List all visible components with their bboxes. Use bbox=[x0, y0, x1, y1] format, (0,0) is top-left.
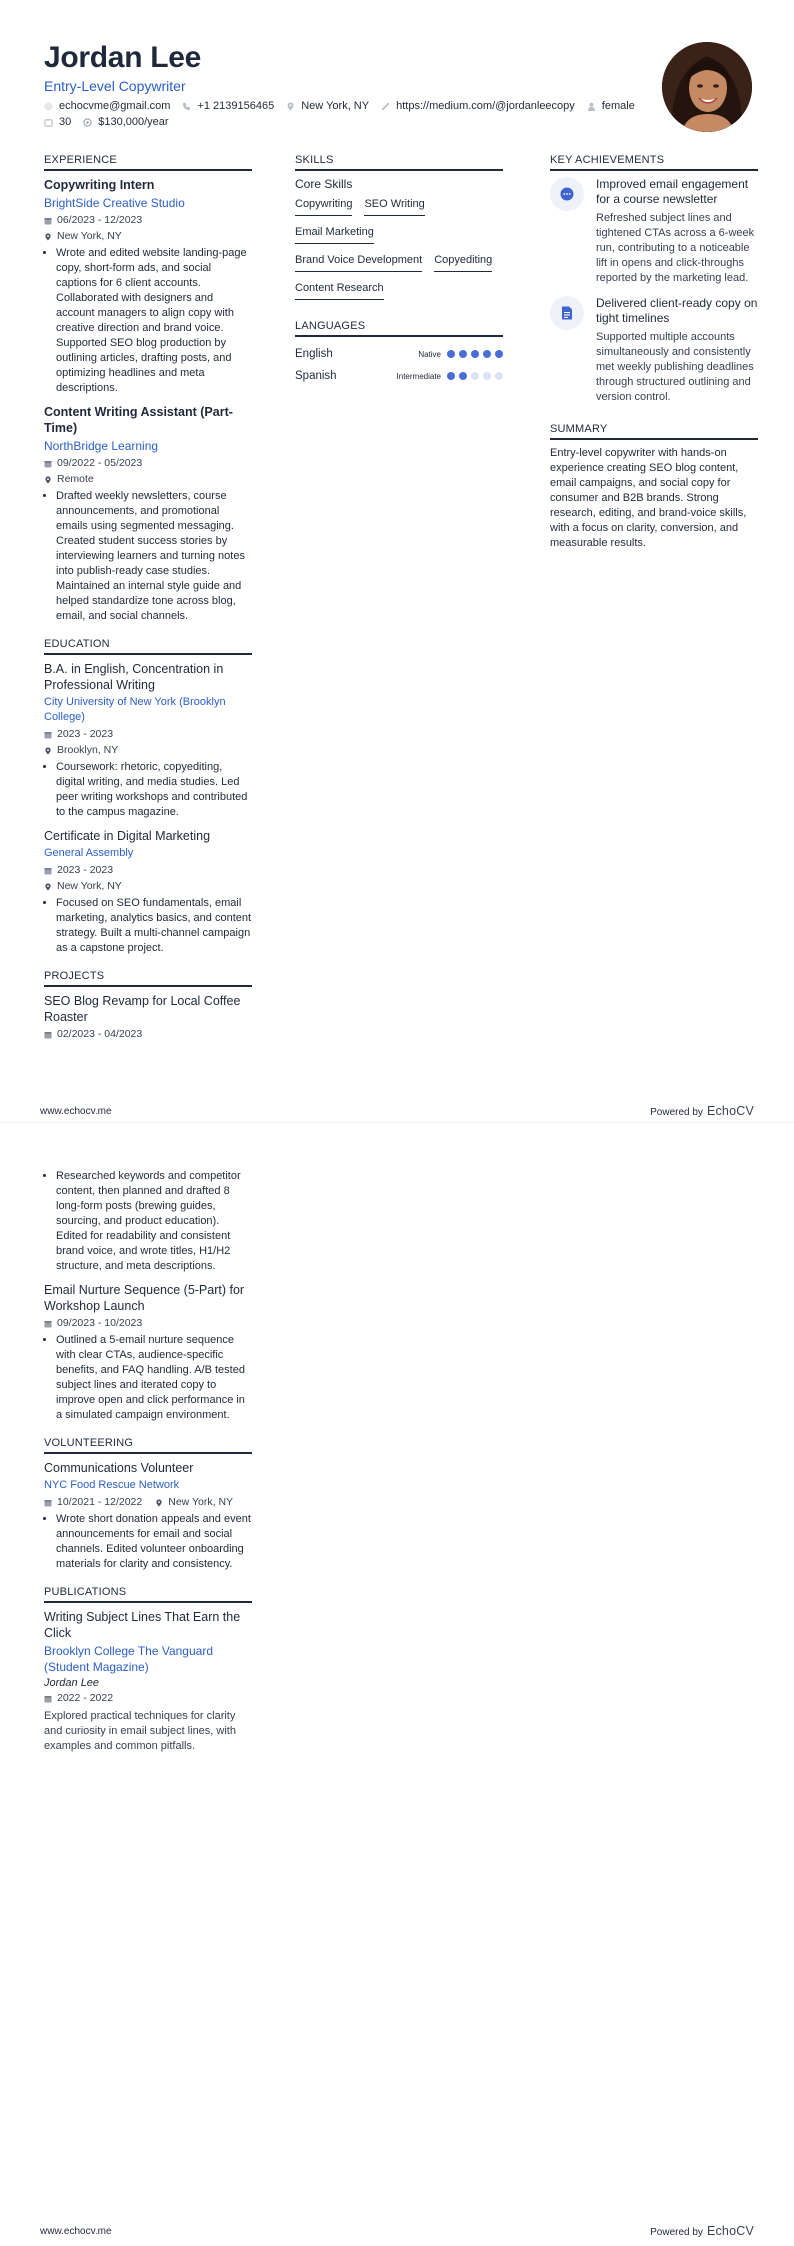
publication-publisher: Brooklyn College The Vanguard (Student Magazine) bbox=[44, 1644, 213, 1674]
language-level: Native bbox=[418, 349, 441, 359]
bullet-item: • Wrote short donation appeals and event announcements for email and social channels. Edited volunteer onboarding materials for clarity and consistency. bbox=[56, 1512, 252, 1572]
achievement-item bbox=[550, 296, 758, 405]
experience-entry bbox=[44, 404, 252, 624]
phone-icon bbox=[182, 102, 191, 111]
skills-group-title: Core Skills bbox=[295, 177, 353, 191]
calendar-icon bbox=[44, 1695, 52, 1703]
candidate-title: Entry-Level Copywriter bbox=[44, 78, 186, 94]
location-pin-icon bbox=[44, 747, 52, 755]
date-text: 09/2022 - 05/2023 bbox=[57, 457, 143, 469]
skill-chip: Content Research bbox=[295, 278, 384, 300]
powered-by-text: Powered by bbox=[650, 2227, 703, 2238]
language-rating bbox=[447, 350, 503, 358]
education-dates bbox=[44, 864, 252, 877]
contact-location bbox=[286, 100, 369, 112]
volunteer-bullets bbox=[44, 1512, 252, 1572]
date-text: 2023 - 2023 bbox=[57, 864, 114, 876]
publication-author: Jordan Lee bbox=[44, 1677, 100, 1689]
education-section bbox=[44, 638, 252, 956]
contact-gender bbox=[587, 100, 635, 112]
footer-site-link[interactable]: www.echocv.me bbox=[40, 2225, 112, 2237]
website-text: https://medium.com/@jordanleecopy bbox=[396, 100, 575, 112]
contact-salary bbox=[83, 116, 168, 128]
rating-dot-empty bbox=[495, 372, 503, 380]
project-dates bbox=[44, 1028, 252, 1041]
job-bullets bbox=[44, 246, 252, 396]
calendar-icon bbox=[44, 1320, 52, 1328]
experience-entry bbox=[44, 177, 252, 396]
achievement-badge bbox=[550, 177, 584, 211]
location-pin-icon bbox=[155, 1499, 163, 1507]
project-dates bbox=[44, 1317, 252, 1330]
right-column bbox=[550, 154, 758, 551]
bullet-item: • Focused on SEO fundamentals, email marketing, analytics basics, and content strategy. Built a multi-channel campaign as a capstone project. bbox=[56, 896, 252, 956]
publications-heading: PUBLICATIONS bbox=[44, 1586, 252, 1603]
skills-section bbox=[295, 154, 503, 306]
language-name: Spanish bbox=[295, 370, 337, 382]
education-entry bbox=[44, 828, 252, 956]
company-name: NorthBridge Learning bbox=[44, 439, 159, 453]
job-dates bbox=[44, 457, 252, 470]
skill-chip: Brand Voice Development bbox=[295, 250, 422, 272]
volunteering-heading: VOLUNTEERING bbox=[44, 1437, 252, 1454]
skill-chip: Email Marketing bbox=[295, 222, 374, 244]
skills-heading: SKILLS bbox=[295, 154, 503, 171]
education-location bbox=[44, 744, 252, 757]
location-text: New York, NY bbox=[57, 230, 122, 242]
project-entry bbox=[44, 993, 252, 1041]
calendar-outline-icon bbox=[44, 118, 53, 127]
education-location bbox=[44, 880, 252, 893]
summary-section bbox=[550, 423, 758, 551]
education-dates bbox=[44, 728, 252, 741]
location-text: Brooklyn, NY bbox=[57, 744, 119, 756]
rating-dot-filled bbox=[447, 350, 455, 358]
project-title: SEO Blog Revamp for Local Coffee Roaster bbox=[44, 994, 241, 1024]
calendar-icon bbox=[44, 1031, 52, 1039]
location-text: New York, NY bbox=[168, 1496, 234, 1508]
education-bullets bbox=[44, 896, 252, 956]
left-column bbox=[44, 154, 252, 1049]
candidate-name: Jordan Lee bbox=[44, 41, 202, 74]
volunteer-meta bbox=[44, 1496, 252, 1509]
school-name: General Assembly bbox=[44, 847, 134, 859]
achievements-section bbox=[550, 154, 758, 405]
project-entry-continued bbox=[44, 1169, 252, 1274]
experience-section bbox=[44, 154, 252, 624]
project-bullets bbox=[44, 1333, 252, 1423]
volunteering-entry bbox=[44, 1460, 252, 1572]
job-title: Copywriting Intern bbox=[44, 178, 155, 192]
job-bullets bbox=[44, 489, 252, 624]
language-row bbox=[295, 343, 503, 365]
location-pin-icon bbox=[44, 883, 52, 891]
email-icon bbox=[44, 102, 53, 111]
degree-title: Certificate in Digital Marketing bbox=[44, 829, 211, 843]
rating-dot-filled bbox=[459, 372, 467, 380]
chat-bubble-icon bbox=[560, 187, 574, 201]
bullet-item: • Drafted weekly newsletters, course announcements, and promotional emails using segmented messaging. Created student success stories by interviewing learners and turning notes into publish-ready case studies. Maintained an internal style guide and helped standardize tone across blog, email, and social channels. bbox=[56, 489, 252, 624]
publication-dates bbox=[44, 1692, 252, 1705]
contact-info bbox=[44, 100, 644, 128]
contact-email[interactable] bbox=[44, 100, 170, 112]
person-icon bbox=[587, 102, 596, 111]
money-icon bbox=[83, 118, 92, 127]
date-text: 2022 - 2022 bbox=[57, 1692, 114, 1704]
resume-page-2 bbox=[0, 1123, 794, 2246]
resume-header bbox=[44, 40, 644, 128]
rating-dot-empty bbox=[471, 372, 479, 380]
job-location bbox=[44, 473, 252, 486]
volunteer-org: NYC Food Rescue Network bbox=[44, 1479, 180, 1491]
contact-website[interactable] bbox=[381, 100, 575, 112]
link-icon bbox=[381, 102, 390, 111]
date-text: 2023 - 2023 bbox=[57, 728, 114, 740]
rating-dot-filled bbox=[447, 372, 455, 380]
company-name: BrightSide Creative Studio bbox=[44, 196, 185, 210]
brand-logo[interactable]: EchoCV bbox=[706, 2224, 754, 2238]
job-dates bbox=[44, 214, 252, 227]
page-footer bbox=[40, 1104, 754, 1118]
contact-phone[interactable] bbox=[182, 100, 274, 112]
middle-column bbox=[295, 154, 503, 387]
project-bullets bbox=[44, 1169, 252, 1274]
skill-chip: SEO Writing bbox=[364, 194, 424, 216]
email-text: echocvme@gmail.com bbox=[59, 100, 171, 112]
project-entry bbox=[44, 1282, 252, 1423]
languages-heading: LANGUAGES bbox=[295, 320, 503, 337]
date-text: 10/2021 - 12/2022 bbox=[57, 1496, 143, 1508]
brand-logo[interactable]: EchoCV bbox=[706, 1104, 754, 1118]
bullet-item: • Outlined a 5-email nurture sequence with clear CTAs, audience-specific benefits, and FAQ handling. A/B tested subject lines and iterated copy to improve open and click performance in a simulated campaign environment. bbox=[56, 1333, 252, 1423]
achievement-title: Delivered client-ready copy on tight timelines bbox=[596, 296, 758, 325]
rating-dot-filled bbox=[471, 350, 479, 358]
profile-photo bbox=[662, 42, 752, 132]
phone-text: +1 2139156465 bbox=[197, 100, 275, 112]
powered-by bbox=[650, 2224, 754, 2238]
calendar-icon bbox=[44, 1499, 52, 1507]
powered-by-text: Powered by bbox=[650, 1107, 703, 1118]
project-title: Email Nurture Sequence (5-Part) for Workshop Launch bbox=[44, 1283, 245, 1313]
document-icon bbox=[561, 306, 573, 320]
job-location bbox=[44, 230, 252, 243]
school-name: City University of New York (Brooklyn College) bbox=[44, 696, 226, 723]
location-text: New York, NY bbox=[301, 100, 370, 112]
age-text: 30 bbox=[59, 116, 72, 128]
achievement-item bbox=[550, 177, 758, 286]
left-column-continued bbox=[44, 1169, 252, 1762]
salary-text: $130,000/year bbox=[98, 116, 169, 128]
date-text: 06/2023 - 12/2023 bbox=[57, 214, 143, 226]
calendar-icon bbox=[44, 731, 52, 739]
page-footer bbox=[40, 2224, 754, 2238]
calendar-icon bbox=[44, 460, 52, 468]
skills-list bbox=[295, 194, 503, 306]
rating-dot-filled bbox=[483, 350, 491, 358]
location-pin-icon bbox=[44, 476, 52, 484]
language-row bbox=[295, 365, 503, 387]
footer-site-link[interactable]: www.echocv.me bbox=[40, 1105, 112, 1117]
publication-title: Writing Subject Lines That Earn the Click bbox=[44, 1610, 241, 1640]
publication-entry bbox=[44, 1609, 252, 1754]
calendar-icon bbox=[44, 217, 52, 225]
powered-by bbox=[650, 1104, 754, 1118]
volunteering-section bbox=[44, 1437, 252, 1572]
date-text: 02/2023 - 04/2023 bbox=[57, 1028, 143, 1040]
language-name: English bbox=[295, 348, 333, 360]
languages-section bbox=[295, 320, 503, 387]
location-text: New York, NY bbox=[57, 880, 122, 892]
location-pin-icon bbox=[286, 102, 295, 111]
date-text: 09/2023 - 10/2023 bbox=[57, 1317, 143, 1329]
job-title: Content Writing Assistant (Part-Time) bbox=[44, 405, 233, 435]
summary-text: Entry-level copywriter with hands-on experience creating SEO blog content, email campaigns, and social copy for consumer and B2B brands. Strong research, editing, and brand-voice skills, with a focus on clarity, conversion, and measurable results. bbox=[550, 447, 747, 549]
experience-heading: EXPERIENCE bbox=[44, 154, 252, 171]
achievements-heading: KEY ACHIEVEMENTS bbox=[550, 154, 758, 171]
language-level: Intermediate bbox=[396, 371, 441, 381]
location-text: Remote bbox=[57, 473, 94, 485]
language-rating bbox=[447, 372, 503, 380]
contact-age bbox=[44, 116, 71, 128]
education-entry bbox=[44, 661, 252, 820]
achievement-description: Refreshed subject lines and tightened CTAs across a 6-week run, contributing to a noticeable lift in opens and click-throughs reported by the marketing lead. bbox=[596, 212, 755, 284]
calendar-icon bbox=[44, 867, 52, 875]
achievement-description: Supported multiple accounts simultaneously and consistently met weekly publishing deadlines through structured outlining and version control. bbox=[596, 331, 754, 403]
rating-dot-filled bbox=[495, 350, 503, 358]
education-heading: EDUCATION bbox=[44, 638, 252, 655]
education-bullets bbox=[44, 760, 252, 820]
rating-dot-empty bbox=[483, 372, 491, 380]
volunteer-role: Communications Volunteer bbox=[44, 1461, 194, 1475]
bullet-item: • Researched keywords and competitor content, then planned and drafted 8 long-form posts (brewing guides, sourcing, and product education). Edited for readability and consistent brand voice, and wrote titles, H1/H2 structure, and meta descriptions. bbox=[56, 1169, 252, 1274]
publications-section bbox=[44, 1586, 252, 1754]
skill-chip: Copywriting bbox=[295, 194, 352, 216]
bullet-item: • Wrote and edited website landing-page copy, short-form ads, and social captions for 6 client accounts. Collaborated with designers and account managers to align copy with creative direction and brand voice. Supported SEO blog production by outlining articles, drafting posts, and optimizing headlines and meta descriptions. bbox=[56, 246, 252, 396]
bullet-item: • Coursework: rhetoric, copyediting, digital writing, and media studies. Led peer writing workshops and contributed to the campus magazine. bbox=[56, 760, 252, 820]
degree-title: B.A. in English, Concentration in Professional Writing bbox=[44, 662, 224, 692]
achievement-title: Improved email engagement for a course newsletter bbox=[596, 177, 749, 206]
avatar-illustration bbox=[662, 42, 752, 132]
projects-section bbox=[44, 970, 252, 1041]
publication-description: Explored practical techniques for clarity and curiosity in email subject lines, with examples and common pitfalls. bbox=[44, 1710, 236, 1752]
gender-text: female bbox=[601, 100, 635, 112]
summary-heading: SUMMARY bbox=[550, 423, 758, 440]
achievement-badge bbox=[550, 296, 584, 330]
skill-chip: Copyediting bbox=[434, 250, 492, 272]
location-pin-icon bbox=[44, 233, 52, 241]
projects-heading: PROJECTS bbox=[44, 970, 252, 987]
rating-dot-filled bbox=[459, 350, 467, 358]
